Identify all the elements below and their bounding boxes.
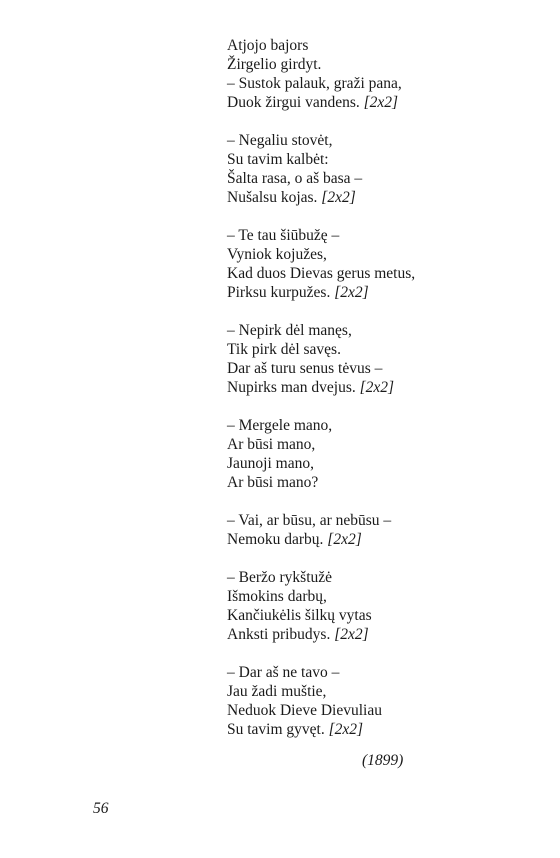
poem-year: (1899) — [362, 752, 404, 769]
poem-line — [227, 530, 547, 549]
line-text: Tik pirk dėl savęs. — [227, 341, 341, 358]
stanza — [227, 226, 547, 302]
poem-line — [227, 36, 547, 55]
poem-line — [227, 682, 547, 701]
poem-line — [227, 55, 547, 74]
poem-line — [227, 131, 547, 150]
line-text: Su tavim gyvęt. — [227, 721, 329, 738]
poem-line — [227, 625, 547, 644]
stanza — [227, 36, 547, 112]
poem-line — [227, 264, 547, 283]
line-text: – Te tau šiūbužę – — [227, 227, 340, 244]
line-text: Ar būsi mano, — [227, 436, 316, 453]
line-text: Nemoku darbų. — [227, 531, 328, 548]
poem-line — [227, 720, 547, 739]
line-text: Dar aš turu senus tėvus – — [227, 360, 383, 377]
poem-line — [227, 568, 547, 587]
line-text: – Mergele mano, — [227, 417, 333, 434]
line-text: – Negaliu stovėt, — [227, 132, 333, 149]
poem-line — [227, 74, 547, 93]
line-text: Pirksu kurpužes. — [227, 284, 335, 301]
repeat-marker: [2x2] — [363, 94, 399, 111]
stanza — [227, 321, 547, 397]
stanza — [227, 131, 547, 207]
poem-line — [227, 188, 547, 207]
line-text: Žirgelio girdyt. — [227, 56, 322, 73]
line-text: – Beržo rykštužė — [227, 569, 333, 586]
line-text: Kad duos Dievas gerus metus, — [227, 265, 416, 282]
stanza — [227, 511, 547, 549]
stanza — [227, 663, 547, 739]
line-text: – Nepirk dėl manęs, — [227, 322, 352, 339]
repeat-marker: [2x2] — [334, 626, 369, 643]
line-text: Nušalsu kojas. — [227, 189, 322, 206]
line-text: Šalta rasa, o aš basa – — [227, 170, 363, 187]
line-text: Jau žadi muštie, — [227, 683, 327, 700]
repeat-marker: [2x2] — [327, 531, 362, 548]
stanza — [227, 416, 547, 492]
line-text: Kančiukėlis šilkų vytas — [227, 607, 372, 624]
line-text: Jaunoji mano, — [227, 455, 314, 472]
repeat-marker: [2x2] — [328, 721, 364, 738]
poem-line — [227, 245, 547, 264]
line-text: Atjojo bajors — [227, 37, 309, 54]
poem-line — [227, 93, 547, 112]
poem-line — [227, 511, 547, 530]
poem-line — [227, 150, 547, 169]
poem-line — [227, 416, 547, 435]
poem-line — [227, 606, 547, 625]
poem-line — [227, 454, 547, 473]
line-text: – Vai, ar būsu, ar nebūsu – — [227, 512, 392, 529]
line-text: Ar būsi mano? — [227, 474, 319, 491]
line-text: Neduok Dieve Dievuliau — [227, 702, 382, 719]
poem-line — [227, 321, 547, 340]
poem-line — [227, 435, 547, 454]
poem-line — [227, 226, 547, 245]
line-text: Vyniok kojužes, — [227, 246, 327, 263]
poem-line — [227, 283, 547, 302]
stanza — [227, 568, 547, 644]
poem-line — [227, 587, 547, 606]
line-text: Nupirks man dvejus. — [227, 379, 360, 396]
line-text: Su tavim kalbėt: — [227, 151, 329, 168]
line-text: – Dar aš ne tavo – — [227, 664, 340, 681]
poem-line — [227, 473, 547, 492]
poem-line — [227, 701, 547, 720]
repeat-marker: [2x2] — [334, 284, 369, 301]
poem-line — [227, 169, 547, 188]
line-text: – Sustok palauk, graži pana, — [227, 75, 402, 92]
poem-text — [227, 36, 547, 758]
poem-line — [227, 663, 547, 682]
repeat-marker: [2x2] — [321, 189, 356, 206]
repeat-marker: [2x2] — [359, 379, 395, 396]
line-text: Anksti pribudys. — [227, 626, 335, 643]
line-text: Išmokins darbų, — [227, 588, 327, 605]
line-text: Duok žirgui vandens. — [227, 94, 364, 111]
poem-line — [227, 359, 547, 378]
page-number: 56 — [93, 800, 109, 817]
poem-line — [227, 340, 547, 359]
poem-line — [227, 378, 547, 397]
